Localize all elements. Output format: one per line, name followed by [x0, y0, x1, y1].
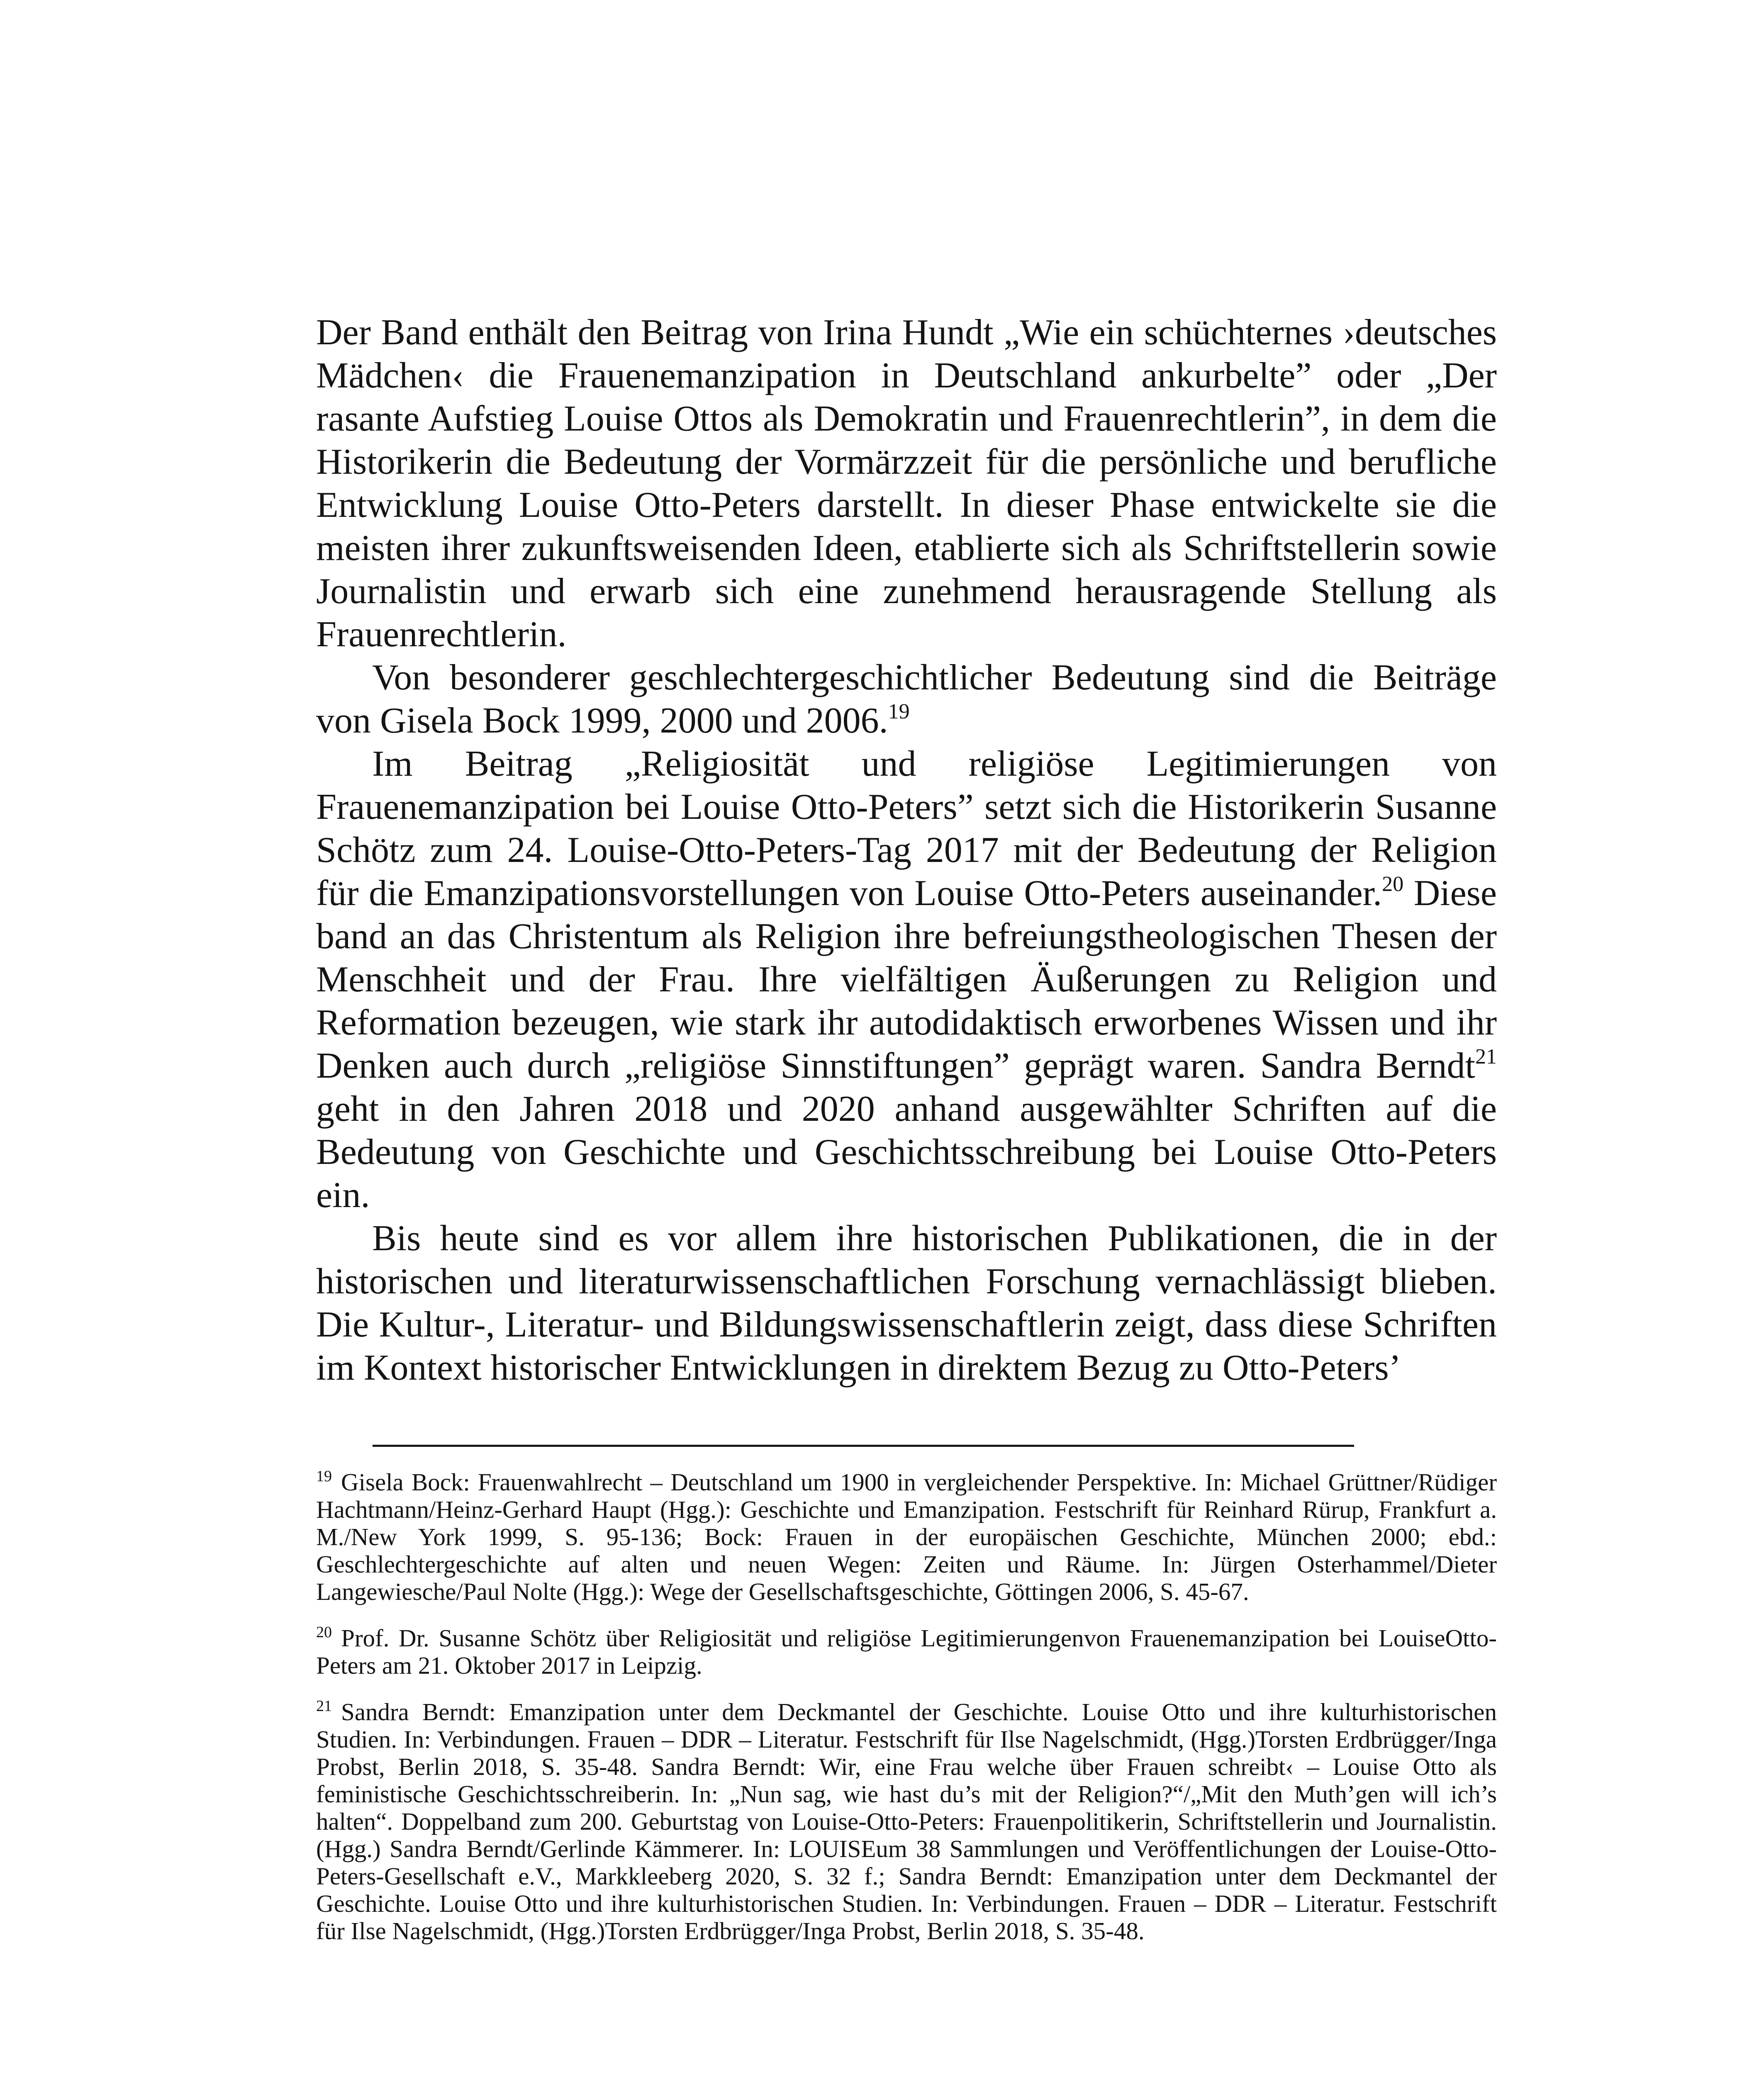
footnote-ref-20[interactable]: 20 [1382, 872, 1404, 896]
paragraph-text: Von besonderer geschlechtergeschichtlicher Bedeutung sind die Beiträge von Gisela Bock 1999, 2000 und 2006. [316, 657, 1497, 741]
paragraph-text: Der Band enthält den Beitrag von Irina Hundt „Wie ein schüchternes ›deutsches Mädchen‹ die Frauenemanzipation in Deutschland ankurbelte” oder „Der rasante Aufstieg Louise Ottos als Demokratin und Frauenrechtlerin”, in dem die Historikerin die Bedeutung der Vormärzzeit für die persönliche und berufliche Entwicklung Louise Otto-Peters darstellt. In dieser Phase entwickelte sie die meisten ihrer zukunftsweisenden Ideen, etablierte sich als Schriftstellerin sowie Journalistin und erwarb sich eine zunehmend herausragende Stellung als Frauenrechtlerin. [316, 312, 1497, 655]
paragraph-2 [316, 656, 1497, 742]
paragraph-text: Bis heute sind es vor allem ihre historischen Publikationen, die in der historischen und literaturwissenschaftlichen Forschung vernachlässigt blieben. Die Kultur-, Literatur- und Bildungswissenschaftlerin zeigt, dass diese Schriften im Kontext historischer Entwicklungen in direktem Bezug zu Otto-Peters’ [316, 1218, 1497, 1388]
footnote-number: 21 [316, 1697, 332, 1715]
footnote-20 [316, 1624, 1497, 1679]
paragraph-text: Diese band an das Christentum als Religion ihre befreiungstheologischen Thesen der Menschheit und der Frau. Ihre vielfältigen Äußerungen zu Religion und Reformation bezeugen, wie stark ihr autodidaktisch erworbenes Wissen und ihr Denken auch durch „religiöse Sinnstiftungen” geprägt waren. Sandra Berndt [316, 873, 1497, 1086]
footnote-number: 19 [316, 1468, 332, 1485]
footnote-number: 20 [316, 1624, 332, 1641]
footnote-separator [373, 1445, 1354, 1447]
footnote-text: Sandra Berndt: Emanzipation unter dem Deckmantel der Geschichte. Louise Otto und ihre kulturhistorischen Studien. In: Verbindungen. Frauen – DDR – Literatur. Festschrift für Ilse Nagelschmidt, (Hgg.)Torsten Erdbrügger/Inga Probst, Berlin 2018, S. 35-48. Sandra Berndt: Wir, eine Frau welche über Frauen schreibt‹ – Louise Otto als feministische Geschichtsschreiberin. In: „Nun sag, wie hast du’s mit der Religion?“/„Mit den Muth’gen will ich’s halten“. Doppelband zum 200. Geburtstag von Louise-Otto-Peters: Frauenpolitikerin, Schriftstellerin und Journalistin. (Hgg.) Sandra Berndt/Gerlinde Kämmerer. In: LOUISEum 38 Sammlungen und Veröffentlichungen der Louise-Otto-Peters-Gesellschaft e.V., Markkleeberg 2020, S. 32 f.; Sandra Berndt: Emanzipation unter dem Deckmantel der Geschichte. Louise Otto und ihre kulturhistorischen Studien. In: Verbindungen. Frauen – DDR – Literatur. Festschrift für Ilse Nagelschmidt, (Hgg.)Torsten Erdbrügger/Inga Probst, Berlin 2018, S. 35-48. [316, 1698, 1497, 1945]
footnote-text: Gisela Bock: Frauenwahlrecht – Deutschland um 1900 in vergleichender Perspektive. In: Michael Grüttner/Rüdiger Hachtmann/Heinz-Gerhard Haupt (Hgg.): Geschichte und Emanzipation. Festschrift für Reinhard Rürup, Frankfurt a. M./New York 1999, S. 95-136; Bock: Frauen in der europäischen Geschichte, München 2000; ebd.: Geschlechtergeschichte auf alten und neuen Wegen: Zeiten und Räume. In: Jürgen Osterhammel/Dieter Langewiesche/Paul Nolte (Hgg.): Wege der Gesellschaftsgeschichte, Göttingen 2006, S. 45-67. [316, 1468, 1497, 1605]
footnote-19 [316, 1468, 1497, 1605]
footnote-21 [316, 1698, 1497, 1945]
paragraph-1 [316, 311, 1497, 656]
paragraph-3 [316, 742, 1497, 1217]
paragraph-4 [316, 1217, 1497, 1390]
footnote-ref-19[interactable]: 19 [888, 700, 910, 723]
paragraph-text: Im Beitrag „Religiosität und religiöse Legitimierungen von Frauenemanzipation bei Louise Otto-Peters” setzt sich die Historikerin Susanne Schötz zum 24. Louise-Otto-Peters-Tag 2017 mit der Bedeutung der Religion für die Emanzipationsvorstellungen von Louise Otto-Peters auseinander. [316, 744, 1497, 913]
footnotes [316, 1468, 1497, 1964]
paragraph-text: geht in den Jahren 2018 und 2020 anhand ausgewählter Schriften auf die Bedeutung von Geschichte und Geschichtsschreibung bei Louise Otto-Peters ein. [316, 1089, 1497, 1215]
footnote-text: Prof. Dr. Susanne Schötz über Religiosität und religiöse Legitimierungenvon Frauenemanzipation bei LouiseOtto-Peters am 21. Oktober 2017 in Leipzig. [316, 1624, 1497, 1679]
main-text [316, 311, 1497, 1390]
footnote-ref-21[interactable]: 21 [1475, 1045, 1497, 1069]
